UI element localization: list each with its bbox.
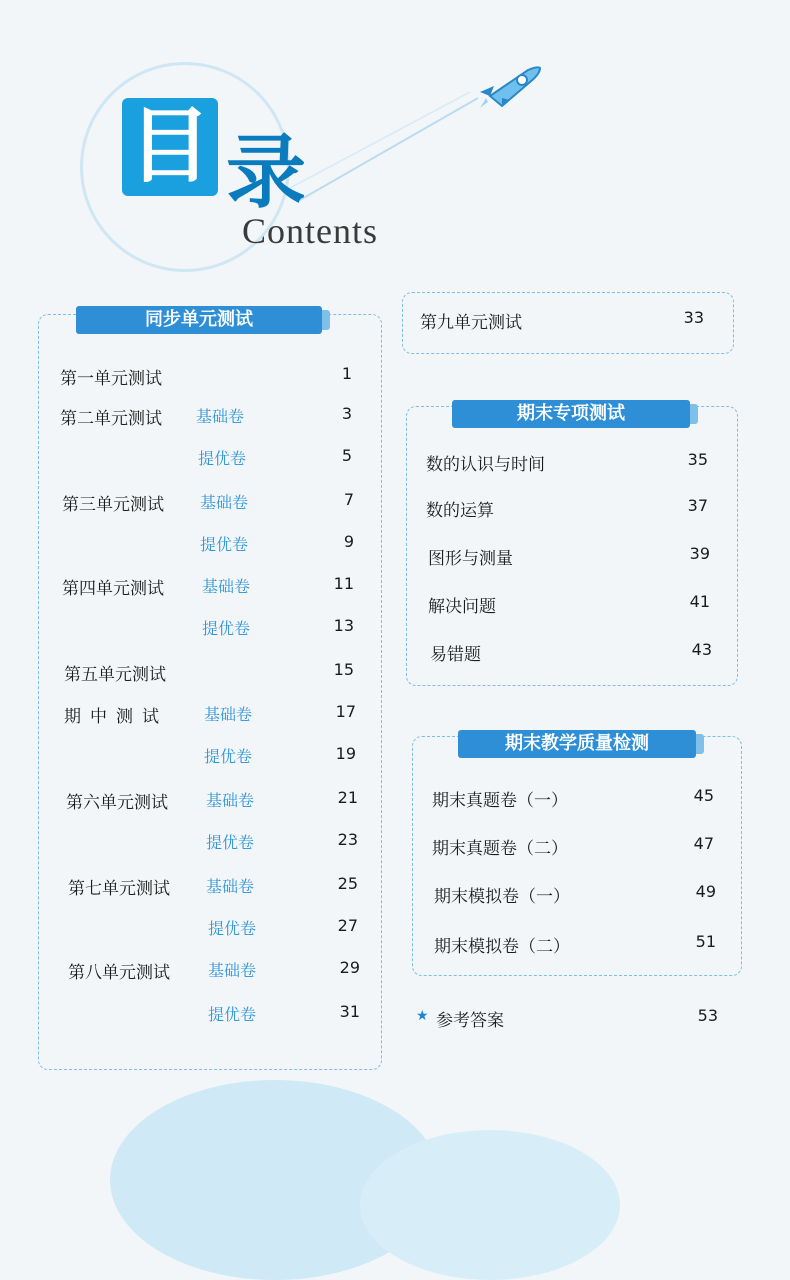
toc-sub: 提优卷 [200, 535, 249, 554]
title-char-lu: 录 [226, 126, 306, 219]
toc-page: 45 [693, 786, 714, 805]
toc-sub: 基础卷 [196, 407, 245, 426]
title-char-mu: 目 [122, 98, 218, 196]
answers-label: 参考答案 [436, 1011, 504, 1031]
toc-page: 13 [333, 616, 354, 635]
toc-page: 3 [341, 404, 352, 423]
toc-label: 图形与测量 [428, 549, 513, 569]
toc-label: 数的运算 [426, 501, 494, 521]
toc-page: 1 [341, 364, 352, 383]
toc-sub: 提优卷 [208, 1005, 257, 1024]
final-special-banner: 期末专项测试 [452, 400, 690, 428]
toc-page: 7 [343, 490, 354, 509]
toc-page: 41 [689, 592, 710, 611]
toc-page: 51 [695, 932, 716, 951]
toc-page: 25 [337, 874, 358, 893]
toc-sub: 基础卷 [206, 877, 255, 896]
toc-sub: 基础卷 [200, 493, 249, 512]
toc-page: 31 [339, 1002, 360, 1021]
toc-page: 39 [689, 544, 710, 563]
toc-page: 23 [337, 830, 358, 849]
toc-sub: 基础卷 [204, 705, 253, 724]
toc-label: 易错题 [430, 645, 481, 665]
toc-page: 11 [333, 574, 354, 593]
toc-label: 第四单元测试 [62, 579, 164, 599]
toc-sub: 基础卷 [206, 791, 255, 810]
toc-sub: 提优卷 [202, 619, 251, 638]
toc-label: 第三单元测试 [62, 495, 164, 515]
final-quality-banner: 期末教学质量检测 [458, 730, 696, 758]
toc-page: 37 [687, 496, 708, 515]
toc-label: 数的认识与时间 [426, 455, 545, 475]
toc-page: 29 [339, 958, 360, 977]
rocket-icon [472, 62, 544, 110]
star-icon: ★ [416, 1008, 429, 1024]
sync-unit-banner: 同步单元测试 [76, 306, 322, 334]
toc-page: 27 [337, 916, 358, 935]
title-contents: Contents [242, 211, 379, 251]
toc-page: 35 [687, 450, 708, 469]
toc-label: 第一单元测试 [60, 369, 162, 389]
toc-page: 19 [335, 744, 356, 763]
toc-page: 43 [691, 640, 712, 659]
toc-sub: 基础卷 [208, 961, 257, 980]
toc-page: 21 [337, 788, 358, 807]
toc-sub: 提优卷 [198, 449, 247, 468]
toc-sub: 提优卷 [208, 919, 257, 938]
toc-label: 第五单元测试 [64, 665, 166, 685]
toc-page: 17 [335, 702, 356, 721]
toc-label: 第八单元测试 [68, 963, 170, 983]
toc-label: 第七单元测试 [68, 879, 170, 899]
toc-label: 第九单元测试 [420, 313, 522, 333]
toc-label: 期末真题卷（一） [432, 791, 568, 811]
decorative-blob [360, 1130, 620, 1280]
toc-page: 9 [343, 532, 354, 551]
toc-page: 15 [333, 660, 354, 679]
toc-label: 解决问题 [428, 597, 496, 617]
toc-label: 期末模拟卷（一） [434, 887, 570, 907]
toc-page: 47 [693, 834, 714, 853]
toc-sub: 基础卷 [202, 577, 251, 596]
toc-sub: 提优卷 [206, 833, 255, 852]
toc-page: 33 [683, 308, 704, 327]
toc-label: 期末模拟卷（二） [434, 937, 570, 957]
toc-page: 49 [695, 882, 716, 901]
toc-label: 第六单元测试 [66, 793, 168, 813]
toc-label: 期中测试 [64, 707, 168, 727]
toc-sub: 提优卷 [204, 747, 253, 766]
toc-page: 5 [341, 446, 352, 465]
rocket-trail [0, 0, 790, 300]
toc-label: 期末真题卷（二） [432, 839, 568, 859]
toc-label: 第二单元测试 [60, 409, 162, 429]
answers-page: 53 [697, 1006, 718, 1025]
